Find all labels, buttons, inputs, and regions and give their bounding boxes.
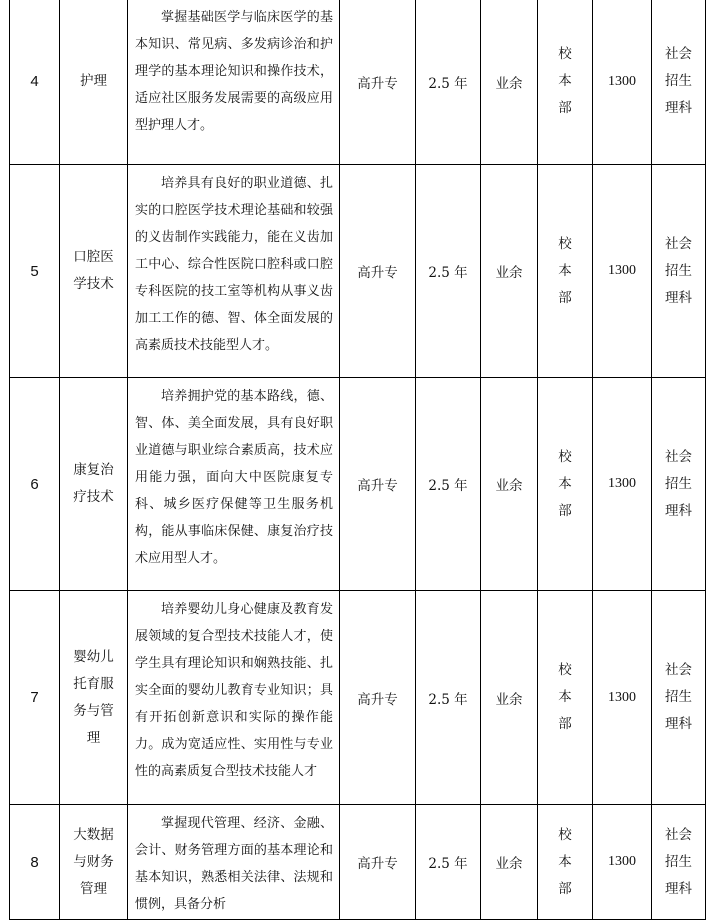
major-name: 婴幼儿托育服务与管理 [60,591,128,805]
major-name: 大数据与财务管理 [60,805,128,920]
study-mode: 业余 [481,805,538,920]
study-duration: 2.5 年 [416,378,481,591]
study-mode: 业余 [481,591,538,805]
program-table [9,0,706,920]
education-level: 高升专 [340,0,416,165]
study-mode: 业余 [481,378,538,591]
study-duration: 2.5 年 [416,0,481,165]
row-number: 4 [10,0,60,165]
education-level: 高升专 [340,165,416,378]
education-level: 高升专 [340,378,416,591]
enrollment-category: 社会招生理科 [652,378,706,591]
enrollment-category: 社会招生理科 [652,0,706,165]
table-row [10,165,706,378]
row-number: 5 [10,165,60,378]
training-objective: 掌握现代管理、经济、金融、会计、财务管理方面的基本理论和基本知识，熟悉相关法律、法规和惯例，具备分析 [128,805,340,920]
tuition-fee: 1300 [593,165,652,378]
training-objective: 培养具有良好的职业道德、扎实的口腔医学技术理论基础和较强的义齿制作实践能力，能在义齿加工中心、综合性医院口腔科或口腔专科医院的技工室等机构从事义齿加工工作的德、智、体全面发展的高素质技术技能型人才。 [128,165,340,378]
tuition-fee: 1300 [593,0,652,165]
study-mode: 业余 [481,0,538,165]
enrollment-category: 社会招生理科 [652,805,706,920]
row-number: 8 [10,805,60,920]
study-site: 校本部 [538,805,593,920]
table-row [10,591,706,805]
enrollment-category: 社会招生理科 [652,165,706,378]
study-mode: 业余 [481,165,538,378]
tuition-fee: 1300 [593,591,652,805]
education-level: 高升专 [340,591,416,805]
education-level: 高升专 [340,805,416,920]
study-site: 校本部 [538,165,593,378]
training-objective: 培养婴幼儿身心健康及教育发展领域的复合型技术技能人才，使学生具有理论知识和娴熟技能、扎实全面的婴幼儿教育专业知识；具有开拓创新意识和实际的操作能力。成为宽适应性、实用性与专业性的高素质复合型技术技能人才 [128,591,340,805]
major-name: 康复治疗技术 [60,378,128,591]
row-number: 6 [10,378,60,591]
row-number: 7 [10,591,60,805]
table-row [10,378,706,591]
study-site: 校本部 [538,378,593,591]
major-name: 护理 [60,0,128,165]
study-duration: 2.5 年 [416,591,481,805]
training-objective: 培养拥护党的基本路线，德、智、体、美全面发展，具有良好职业道德与职业综合素质高，技术应用能力强，面向大中医院康复专科、城乡医疗保健等卫生服务机构，能从事临床保健、康复治疗技术应用型人才。 [128,378,340,591]
table-row [10,0,706,165]
study-duration: 2.5 年 [416,805,481,920]
tuition-fee: 1300 [593,805,652,920]
study-site: 校本部 [538,0,593,165]
major-name: 口腔医学技术 [60,165,128,378]
training-objective: 掌握基础医学与临床医学的基本知识、常见病、多发病诊治和护理学的基本理论知识和操作技术，适应社区服务发展需要的高级应用型护理人才。 [128,0,340,165]
table-row [10,805,706,920]
enrollment-category: 社会招生理科 [652,591,706,805]
study-duration: 2.5 年 [416,165,481,378]
study-site: 校本部 [538,591,593,805]
tuition-fee: 1300 [593,378,652,591]
